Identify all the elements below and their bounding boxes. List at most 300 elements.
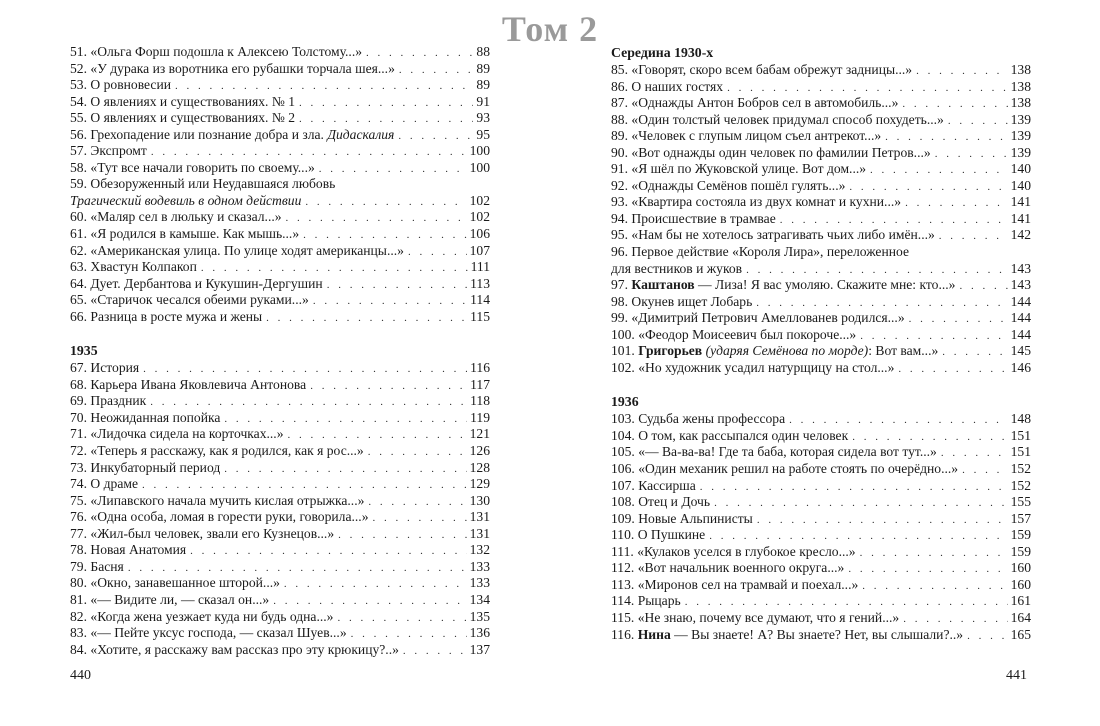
toc-entry-number: 62. <box>70 242 87 258</box>
toc-entry[interactable] <box>611 227 1031 244</box>
toc-entry[interactable] <box>611 428 1031 445</box>
toc-page-number: 89 <box>476 60 490 76</box>
toc-page-number: 144 <box>1010 293 1031 309</box>
toc-entry-title: «Маляр сел в люльку и сказал...» <box>90 209 282 225</box>
toc-entry-title: Отец и Дочь <box>638 494 711 510</box>
toc-entry[interactable] <box>70 642 490 659</box>
toc-page-number: 146 <box>1010 359 1031 375</box>
toc-entry-number: 53. <box>70 77 87 93</box>
toc-entry-number: 86. <box>611 78 628 94</box>
toc-entry-number: 56. <box>70 126 87 142</box>
toc-entry[interactable] <box>70 493 490 510</box>
toc-page-number: 118 <box>470 393 490 409</box>
dot-leader <box>151 144 467 161</box>
toc-page-number: 117 <box>470 376 490 392</box>
toc-entry-59-line1: 59. Обезоруженный или Неудавшаяся любовь <box>70 176 336 192</box>
toc-page-number: 139 <box>1010 144 1031 160</box>
dot-leader <box>948 113 1008 130</box>
toc-page-number: 91 <box>476 93 490 109</box>
toc-page-number: 136 <box>469 625 490 641</box>
toc-page-number: 157 <box>1010 510 1031 526</box>
toc-page-number: 155 <box>1010 494 1031 510</box>
dot-leader <box>398 128 473 145</box>
toc-entry-number: 64. <box>70 275 87 291</box>
dot-leader <box>700 479 1008 496</box>
toc-page-number: 143 <box>1010 277 1031 293</box>
toc-page-number: 151 <box>1010 444 1031 460</box>
toc-entry[interactable] <box>611 161 1031 178</box>
toc-entry[interactable] <box>70 143 490 160</box>
toc-entry[interactable] <box>70 360 490 377</box>
toc-page-number: 129 <box>469 476 490 492</box>
toc-entry[interactable] <box>611 560 1031 577</box>
toc-entry-title: Судьба жены профессора <box>638 411 786 427</box>
toc-page-number: 107 <box>469 242 490 258</box>
toc-entry[interactable] <box>611 478 1031 495</box>
toc-entry[interactable] <box>70 509 490 526</box>
toc-entry-title: Дует. Дербантова и Кукушин-Дергушин <box>90 275 323 291</box>
dot-leader <box>288 427 467 444</box>
toc-entry-number: 74. <box>70 476 87 492</box>
toc-entry-96[interactable] <box>611 261 1031 278</box>
toc-entry-title: «Старичок чесался обеими руками...» <box>90 292 309 308</box>
toc-entry[interactable] <box>70 625 490 642</box>
dot-leader <box>860 545 1008 562</box>
toc-entry-number: 67. <box>70 360 87 376</box>
toc-entry-title: «— Пейте уксус господа, — сказал Шуев...» <box>90 625 347 641</box>
toc-entry-number: 99. <box>611 310 628 326</box>
toc-entry-number: 82. <box>70 608 87 624</box>
toc-entry[interactable] <box>611 62 1031 79</box>
toc-entry[interactable] <box>611 145 1031 162</box>
toc-entry-title: О том, как рассыпался один человек <box>638 427 849 443</box>
toc-page-number: 132 <box>469 542 490 558</box>
toc-entry-title: Праздник <box>90 393 147 409</box>
toc-entry-title: О явлениях и существованиях. № 2 <box>90 110 296 126</box>
toc-page-number: 116 <box>470 360 490 376</box>
toc-entry-number: 52. <box>70 60 87 76</box>
toc-page-number: 151 <box>1010 427 1031 443</box>
toc-entry[interactable] <box>611 511 1031 528</box>
toc-entry-title: О ровновесии <box>90 77 171 93</box>
toc-page-number: 119 <box>470 409 490 425</box>
toc-entry-number: 68. <box>70 376 87 392</box>
toc-page-number: 133 <box>469 575 490 591</box>
toc-entry-number: 65. <box>70 292 87 308</box>
toc-page-number: 126 <box>469 443 490 459</box>
toc-entry-number: 84. <box>70 641 87 657</box>
dot-leader <box>870 162 1008 179</box>
dot-leader <box>175 78 473 95</box>
toc-entry-number: 89. <box>611 128 628 144</box>
dot-leader <box>338 527 466 544</box>
toc-page-number: 131 <box>469 509 490 525</box>
toc-entry-title: : Вот вам...» <box>868 343 939 359</box>
toc-page-number: 139 <box>1010 111 1031 127</box>
dot-leader <box>128 560 467 577</box>
dot-leader <box>849 179 1007 196</box>
toc-entry-number: 97. <box>611 277 628 293</box>
toc-entry-number: 88. <box>611 111 628 127</box>
toc-entry-number: 92. <box>611 177 628 193</box>
toc-page-number: 89 <box>476 77 490 93</box>
dot-leader <box>959 278 1007 295</box>
dot-leader <box>142 477 467 494</box>
dot-leader <box>143 361 467 378</box>
toc-entry[interactable] <box>611 128 1031 145</box>
toc-page-number: 130 <box>469 492 490 508</box>
toc-entry-character: Нина <box>637 626 671 642</box>
toc-entry-number: 51. <box>70 44 87 59</box>
dot-leader <box>266 310 467 327</box>
toc-entry-title: Карьера Ивана Яковлевича Антонова <box>90 376 307 392</box>
toc-entry-number: 104. <box>611 427 635 443</box>
toc-entry[interactable] <box>70 309 490 326</box>
toc-entry-number: 101. <box>611 343 635 359</box>
toc-entry[interactable] <box>611 411 1031 428</box>
toc-entry[interactable] <box>611 194 1031 211</box>
toc-entry-title: Разница в росте мужа и жены <box>90 308 263 324</box>
toc-entry-number: 93. <box>611 194 628 210</box>
toc-entry-title: «Однажды Антон Бобров сел в автомобиль...» <box>631 95 899 111</box>
toc-entry-number: 83. <box>70 625 87 641</box>
toc-entry[interactable] <box>70 443 490 460</box>
toc-entry-title: «Говорят, скоро всем бабам обрежут задницы...» <box>631 62 913 77</box>
toc-page-number: 131 <box>469 525 490 541</box>
toc-entry[interactable] <box>70 559 490 576</box>
toc-entry-title: Происшествие в трамвае <box>631 210 776 226</box>
toc-entry[interactable] <box>611 211 1031 228</box>
toc-page-number: 141 <box>1010 194 1031 210</box>
dot-leader <box>313 293 467 310</box>
dot-leader <box>789 412 1007 429</box>
toc-entry-number: 63. <box>70 259 87 275</box>
toc-entry-title: «Один механик решил на работе стоять по очерёдно...» <box>638 461 959 477</box>
dot-leader <box>757 512 1008 529</box>
toc-entry-59[interactable] <box>70 193 490 210</box>
toc-entry[interactable] <box>70 243 490 260</box>
section-heading-1936: 1936 <box>611 394 639 410</box>
dot-leader <box>368 494 466 511</box>
toc-entry-number: 77. <box>70 525 87 541</box>
toc-entry-title: О наших гостях <box>631 78 724 94</box>
toc-entry-title: «Вот начальник военного округа...» <box>637 560 845 576</box>
toc-entry[interactable] <box>70 226 490 243</box>
toc-entry-character: Григорьев <box>638 343 703 359</box>
toc-entry-number: 87. <box>611 95 628 111</box>
toc-page-number: 137 <box>469 641 490 657</box>
dot-leader <box>299 111 473 128</box>
toc-entry-number: 109. <box>611 510 635 526</box>
dot-leader <box>286 210 467 227</box>
toc-entry-title: «— Видите ли, — сказал он...» <box>90 591 270 607</box>
dot-leader <box>366 45 473 62</box>
toc-page-number: 142 <box>1010 227 1031 243</box>
toc-entry-96-line2: для вестников и жуков <box>611 260 743 276</box>
toc-entry-stage-direction: (ударяя Семёнова по морде) <box>705 343 869 359</box>
toc-entry-number: 116. <box>611 626 635 642</box>
toc-entry-number: 71. <box>70 426 87 442</box>
toc-entry-title: «Теперь я расскажу, как я родился, как я рос...» <box>90 443 364 459</box>
toc-entry[interactable] <box>70 592 490 609</box>
toc-entry-title: «Человек с глупым лицом съел антрекот...» <box>631 128 882 144</box>
toc-entry-number: 73. <box>70 459 87 475</box>
toc-entry[interactable] <box>611 494 1031 511</box>
toc-entry[interactable] <box>70 476 490 493</box>
dot-leader <box>685 594 1008 611</box>
toc-entry-title: «Ольга Форш подошла к Алексею Толстому...» <box>90 44 363 59</box>
toc-entry[interactable] <box>611 577 1031 594</box>
toc-page-number: 144 <box>1010 326 1031 342</box>
toc-entry-title: Инкубаторный период <box>90 459 221 475</box>
toc-entry-title: — Лиза! Я вас умоляю. Скажите мне: кто...» <box>694 277 956 293</box>
toc-page-number: 164 <box>1010 609 1031 625</box>
toc-entry-97[interactable] <box>611 277 1031 294</box>
toc-entry-number: 112. <box>611 560 635 576</box>
toc-entry-title: Неожиданная попойка <box>90 409 221 425</box>
toc-page-number: 165 <box>1010 626 1031 642</box>
toc-entry-title: «Димитрий Петрович Амеллованев родился...» <box>631 310 905 326</box>
toc-entry-number: 61. <box>70 226 87 242</box>
toc-entry[interactable] <box>611 444 1031 461</box>
toc-entry-title: «Феодор Моисеевич был покороче...» <box>638 326 857 342</box>
toc-page-number: 141 <box>1010 210 1031 226</box>
toc-entry[interactable] <box>70 609 490 626</box>
toc-entry-number: 70. <box>70 409 87 425</box>
toc-entry-number: 69. <box>70 393 87 409</box>
dot-leader <box>862 578 1007 595</box>
toc-entry[interactable] <box>611 95 1031 112</box>
volume-title: Том 2 <box>501 9 599 49</box>
toc-entry-title: Грехопадение или познание добра и зла. <box>90 126 328 142</box>
toc-entry-number: 106. <box>611 461 635 477</box>
dot-leader <box>327 277 467 294</box>
toc-entry-number: 57. <box>70 143 87 159</box>
dot-leader <box>962 462 1008 479</box>
toc-entry[interactable] <box>70 127 490 144</box>
toc-entry-number: 72. <box>70 443 87 459</box>
toc-entry[interactable] <box>70 393 490 410</box>
toc-entry-number: 110. <box>611 527 635 543</box>
toc-entry[interactable] <box>70 276 490 293</box>
toc-entry-title: Кассирша <box>638 477 696 493</box>
dot-leader <box>942 344 1007 361</box>
toc-page-number: 152 <box>1010 477 1031 493</box>
dot-leader <box>305 194 466 211</box>
toc-entry-title: Экспромт <box>90 143 147 159</box>
toc-entry-102[interactable] <box>611 360 1031 377</box>
toc-entry[interactable] <box>70 110 490 127</box>
toc-entry[interactable] <box>70 377 490 394</box>
toc-page-number: 121 <box>469 426 490 442</box>
toc-entry[interactable] <box>611 610 1031 627</box>
toc-entry-title: Новая Анатомия <box>90 542 187 558</box>
dot-leader <box>273 593 466 610</box>
toc-entry-number: 103. <box>611 411 635 427</box>
toc-entry-title: «Жил-был человек, звали его Кузнецов...» <box>90 525 335 541</box>
toc-entry-title: «Один толстый человек придумал способ похудеть...» <box>631 111 944 127</box>
toc-page-number: 100 <box>469 143 490 159</box>
toc-entry-title: «Лидочка сидела на корточках...» <box>90 426 284 442</box>
toc-entry[interactable] <box>611 310 1031 327</box>
dot-leader <box>284 576 467 593</box>
dot-leader <box>935 146 1008 163</box>
section-heading-mid-1930s: Середина 1930-х <box>611 45 714 60</box>
toc-entry-title: «Окно, занавешанное шторой...» <box>90 575 280 591</box>
toc-entry-title: О явлениях и существованиях. № 1 <box>90 93 296 109</box>
toc-entry-title: «Я родился в камыше. Как мышь...» <box>90 226 300 242</box>
toc-entry[interactable] <box>611 294 1031 311</box>
dot-leader <box>299 95 473 112</box>
toc-page-number: 88 <box>476 44 490 59</box>
toc-page-number: 113 <box>470 275 490 291</box>
toc-page-number: 148 <box>1010 411 1031 427</box>
dot-leader <box>403 643 467 660</box>
toc-entry[interactable] <box>70 94 490 111</box>
toc-entry[interactable] <box>70 160 490 177</box>
toc-entry-title: Басня <box>90 558 124 574</box>
toc-entry-title: «Нам бы не хотелось затрагивать чьих либо имён...» <box>631 227 935 243</box>
toc-page-number: 145 <box>1010 343 1031 359</box>
toc-page-number: 161 <box>1010 593 1031 609</box>
dot-leader <box>860 328 1007 345</box>
toc-entry-title: «Квартира состояла из двух комнат и кухни...» <box>631 194 902 210</box>
dot-leader <box>190 543 466 560</box>
dot-leader <box>224 461 466 478</box>
toc-entry-number: 111. <box>611 543 634 559</box>
toc-entry[interactable] <box>70 209 490 226</box>
toc-page-number: 159 <box>1010 543 1031 559</box>
toc-entry[interactable] <box>611 544 1031 561</box>
dot-leader <box>898 361 1007 378</box>
toc-entry-number: 94. <box>611 210 628 226</box>
toc-entry-character: Каштанов <box>631 277 695 293</box>
dot-leader <box>399 62 474 79</box>
toc-page-number: 138 <box>1010 62 1031 77</box>
toc-entry[interactable] <box>611 593 1031 610</box>
toc-entry[interactable] <box>611 79 1031 96</box>
toc-entry[interactable] <box>70 259 490 276</box>
toc-entry-number: 79. <box>70 558 87 574</box>
dot-leader <box>714 495 1008 512</box>
toc-entry-101[interactable] <box>611 343 1031 360</box>
toc-entry-title: Новые Альпинисты <box>638 510 753 526</box>
toc-entry[interactable] <box>611 461 1031 478</box>
dot-leader <box>939 228 1008 245</box>
toc-page-number: 160 <box>1010 576 1031 592</box>
dot-leader <box>319 161 467 178</box>
toc-entry-number: 54. <box>70 93 87 109</box>
toc-entry[interactable] <box>70 526 490 543</box>
toc-entry-number: 75. <box>70 492 87 508</box>
toc-entry-title: История <box>90 360 140 376</box>
toc-entry-number: 91. <box>611 161 628 177</box>
toc-entry-title: «Липавского начала мучить кислая отрыжка...» <box>90 492 365 508</box>
toc-entry-title: — Вы знаете! А? Вы знаете? Нет, вы слышали?..» <box>670 626 964 642</box>
toc-entry-number: 113. <box>611 576 635 592</box>
toc-entry-number: 115. <box>611 609 635 625</box>
toc-entry[interactable] <box>70 61 490 78</box>
toc-entry-number: 81. <box>70 591 87 607</box>
toc-entry-116[interactable] <box>611 627 1031 644</box>
toc-entry-number: 90. <box>611 144 628 160</box>
dot-leader <box>941 445 1008 462</box>
toc-page-number: 133 <box>469 558 490 574</box>
toc-page-number: 160 <box>1010 560 1031 576</box>
toc-entry-number: 66. <box>70 308 87 324</box>
toc-entry[interactable] <box>611 178 1031 195</box>
toc-entry-title: «Миронов сел на трамвай и поехал...» <box>637 576 859 592</box>
dot-leader <box>727 80 1008 97</box>
toc-entry[interactable] <box>70 410 490 427</box>
toc-entry-number: 85. <box>611 62 628 77</box>
toc-entry[interactable] <box>70 575 490 592</box>
toc-entry[interactable] <box>70 542 490 559</box>
toc-page-number: 106 <box>469 226 490 242</box>
dot-leader <box>303 227 466 244</box>
toc-entry[interactable] <box>611 327 1031 344</box>
toc-entry-title: «Но художник усадил натурщицу на стол...» <box>638 359 895 375</box>
toc-entry-title: «Когда жена уезжает куда ни будь одна...» <box>90 608 334 624</box>
toc-entry-number: 95. <box>611 227 628 243</box>
toc-page-number: 135 <box>469 608 490 624</box>
dot-leader <box>337 610 466 627</box>
toc-entry-96-line1: 96. Первое действие «Короля Лира», переложенное <box>611 244 910 260</box>
toc-entry[interactable] <box>70 292 490 309</box>
dot-leader <box>201 260 468 277</box>
toc-entry[interactable] <box>70 460 490 477</box>
toc-entry[interactable] <box>70 77 490 94</box>
toc-entry[interactable] <box>70 44 490 61</box>
left-page-toc <box>70 44 490 658</box>
toc-entry-number: 76. <box>70 509 87 525</box>
toc-entry[interactable] <box>611 527 1031 544</box>
dot-leader <box>310 378 467 395</box>
dot-leader <box>224 411 467 428</box>
toc-entry-number: 107. <box>611 477 635 493</box>
toc-entry-number: 100. <box>611 326 635 342</box>
toc-entry-genre: Дидаскалия <box>327 126 395 142</box>
toc-page-number: 134 <box>469 591 490 607</box>
toc-entry[interactable] <box>70 426 490 443</box>
toc-page-number: 152 <box>1010 461 1031 477</box>
toc-entry-number: 98. <box>611 293 628 309</box>
toc-entry-title: Хвастун Колпакоп <box>90 259 197 275</box>
toc-entry-title: «— Ва-ва-ва! Где та баба, которая сидела вот тут...» <box>638 444 937 460</box>
toc-entry-number: 60. <box>70 209 87 225</box>
dot-leader <box>150 394 467 411</box>
toc-page-number: 159 <box>1010 527 1031 543</box>
right-page-toc <box>611 44 1031 643</box>
toc-entry-title: «Одна особа, ломая в горести руки, говорила...» <box>90 509 369 525</box>
toc-entry-title: «Хотите, я расскажу вам рассказ про эту крюкицу?..» <box>90 641 399 657</box>
toc-page-number: 139 <box>1010 128 1031 144</box>
dot-leader <box>756 295 1007 312</box>
toc-page-number: 102 <box>469 209 490 225</box>
toc-entry[interactable] <box>611 112 1031 129</box>
toc-page-number: 143 <box>1010 260 1031 276</box>
toc-entry-title: О драме <box>90 476 139 492</box>
dot-leader <box>967 628 1008 645</box>
dot-leader <box>916 63 1008 80</box>
toc-page-number: 140 <box>1010 177 1031 193</box>
dot-leader <box>351 626 467 643</box>
dot-leader <box>902 96 1007 113</box>
dot-leader <box>885 129 1007 146</box>
dot-leader <box>368 444 467 461</box>
toc-entry-title: «Американская улица. По улице ходят американцы...» <box>90 242 404 258</box>
dot-leader <box>709 528 1007 545</box>
